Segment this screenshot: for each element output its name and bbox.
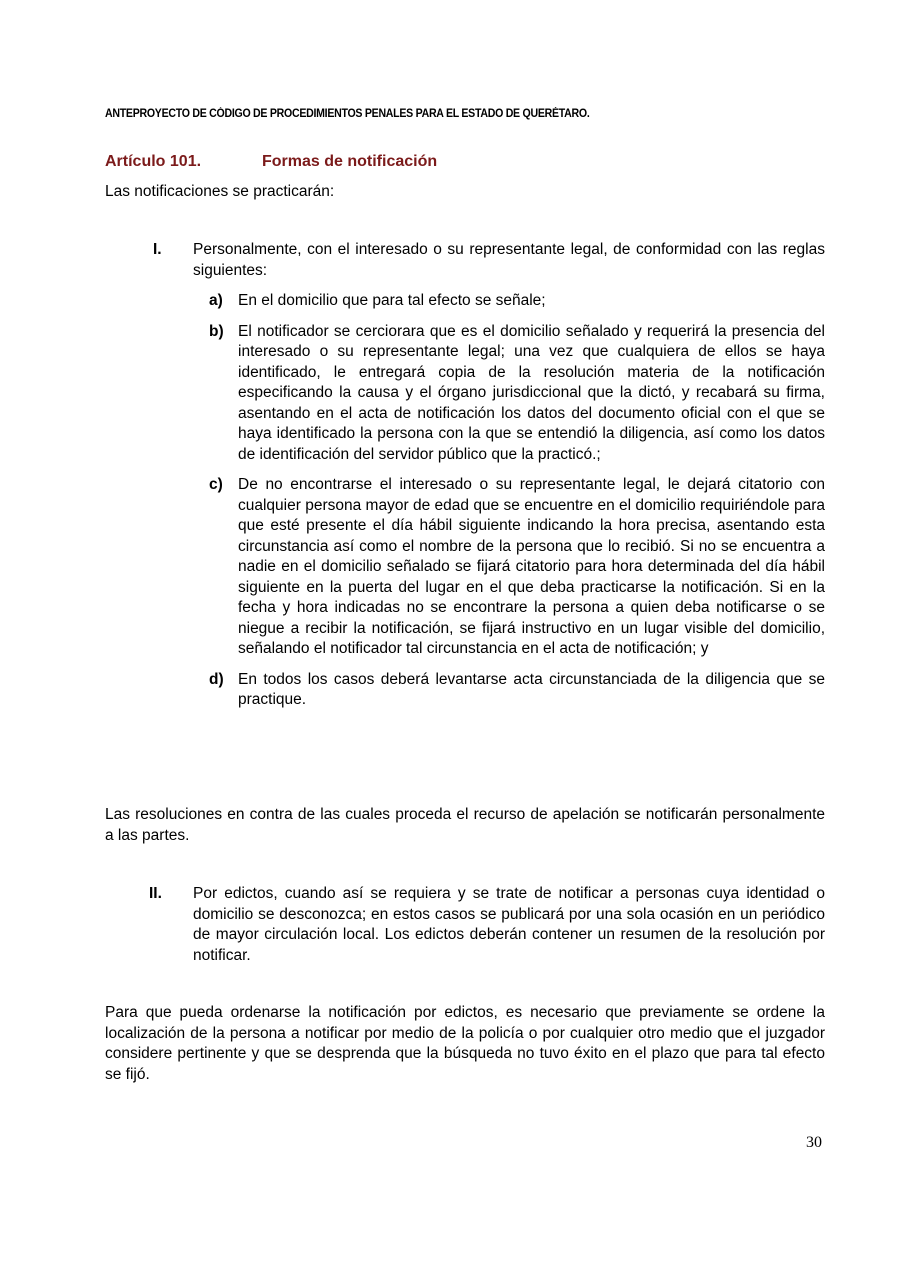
sub-list [193, 291, 825, 711]
sub-item-letter: c) [209, 476, 223, 493]
roman-item-2-text: Por edictos, cuando así se requiera y se trate de notificar a personas cuya identidad o domicilio se desconozca; en estos casos se publicará por una sola ocasión en un periódico de mayor circulación local. Los edictos deberán contener un resumen de la resolución por notificar. [193, 885, 825, 964]
sub-item-d [193, 670, 825, 711]
sub-item-text: De no encontrarse el interesado o su representante legal, le dejará citatorio con cualquier persona mayor de edad que se encuentre en el domicilio requiriéndole para que esté presente el día hábil siguiente indicando la hora precisa, asentando esta circunstancia así como el nombre de la persona que lo recibió. Si no se encuentra a nadie en el domicilio señalado se fijará citatorio para hora determinada del día hábil siguiente en la puerta del lugar en el que deba practicarse la notificación. Si en la fecha y hora indicadas no se encontrare la persona a quien deba notificarse o se niegue a recibir la notificación, se fijará instructivo en un lugar visible del domicilio, señalando el notificador tal circunstancia en el acta de notificación; y [238, 476, 825, 657]
sub-item-letter: b) [209, 322, 224, 340]
paragraph-appeal: Las resoluciones en contra de las cuales proceda el recurso de apelación se notificarán personalmente a las partes. [105, 806, 825, 844]
roman-item-1-text: Personalmente, con el interesado o su representante legal, de conformidad con las reglas siguientes: [193, 241, 825, 279]
sub-item-letter: a) [209, 292, 223, 309]
sub-item-b [193, 322, 825, 466]
sub-item-text: En el domicilio que para tal efecto se señale; [238, 292, 546, 309]
article-number: Artículo 101. [105, 153, 202, 170]
sub-item-c [193, 475, 825, 660]
document-header: ANTEPROYECTO DE CÓDIGO DE PROCEDIMIENTOS PENALES PARA EL ESTADO DE QUERÉTARO. [105, 108, 590, 120]
roman-numeral-2: II. [149, 885, 162, 902]
sub-item-a [193, 291, 825, 312]
roman-item-1 [105, 240, 825, 721]
article-heading [105, 153, 825, 171]
article-title: Formas de notificación [262, 153, 438, 170]
article-intro: Las notificaciones se practicarán: [105, 183, 335, 200]
paragraph-edicts: Para que pueda ordenarse la notificación por edictos, es necesario que previamente se ordene la localización de la persona a notificar por medio de la policía o por cualquier otro medio que el juzgador considere pertinente y que se desprenda que la búsqueda no tuvo éxito en el plazo que para tal efecto se fijó. [105, 1004, 825, 1083]
roman-item-2 [105, 884, 825, 966]
page-number: 30 [806, 1134, 822, 1151]
sub-item-text: El notificador se cerciorara que es el domicilio señalado y requerirá la presencia del interesado o su representante legal; una vez que cualquiera de ellos se haya identificado, le entregará copia de la resolución materia de la notificación especificando la causa y el órgano jurisdiccional que la dictó, y recabará su firma, asentando en el acta de notificación los datos del documento oficial con el que se haya identificado la persona con la que se entendió la diligencia, así como los datos de identificación del servidor público que la practicó.; [238, 322, 825, 463]
sub-item-letter: d) [209, 670, 224, 688]
roman-numeral-1: I. [153, 241, 162, 258]
sub-item-text: En todos los casos deberá levantarse acta circunstanciada de la diligencia que se practique. [238, 670, 825, 708]
